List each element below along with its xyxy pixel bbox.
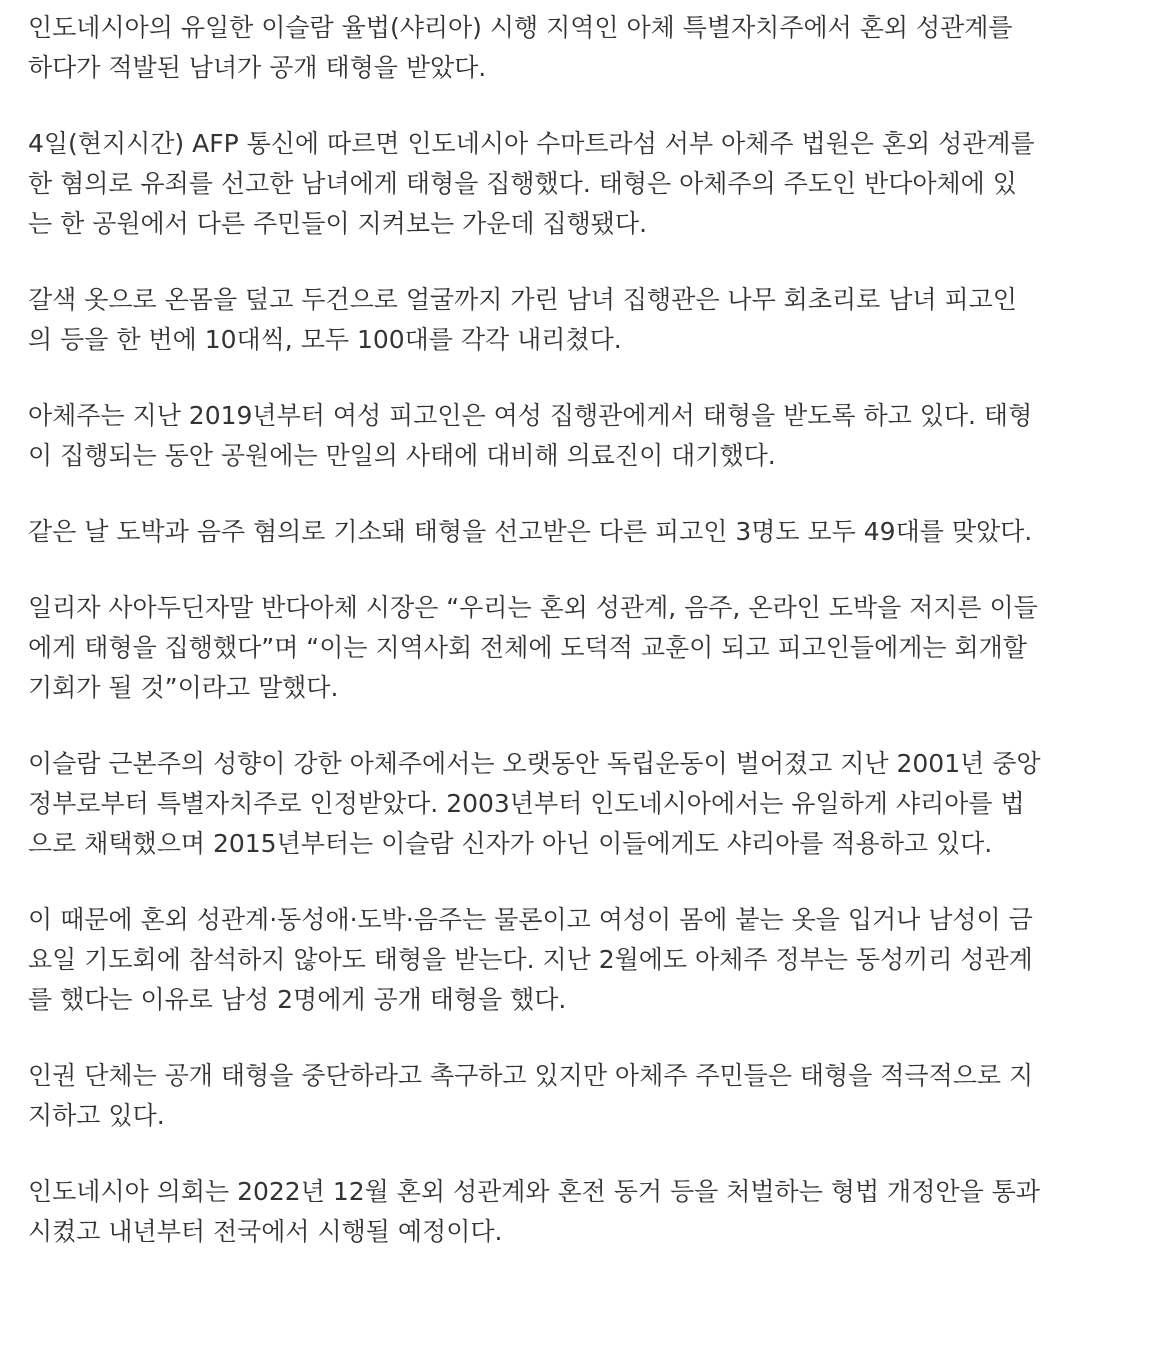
- paragraph-1: [28, 8, 1144, 88]
- text-line: 이슬람 근본주의 성향이 강한 아체주에서는 오랫동안 독립운동이 벌어졌고 지난 2001년 중앙: [28, 749, 1041, 778]
- paragraph-8: [28, 900, 1144, 1020]
- text-line: 인도네시아의 유일한 이슬람 율법(샤리아) 시행 지역인 아체 특별자치주에서 혼외 성관계를: [28, 13, 1013, 42]
- text-line: 일리자 사아두딘자말 반다아체 시장은 “우리는 혼외 성관계, 음주, 온라인 도박을 저지른 이들: [28, 593, 1038, 622]
- text-line: 시켰고 내년부터 전국에서 시행될 예정이다.: [28, 1217, 503, 1246]
- text-line: 이 때문에 혼외 성관계·동성애·도박·음주는 물론이고 여성이 몸에 붙는 옷을 입거나 남성이 금: [28, 905, 1033, 934]
- paragraph-4: [28, 396, 1144, 476]
- text-line: 인도네시아 의회는 2022년 12월 혼외 성관계와 혼전 동거 등을 처벌하는 형법 개정안을 통과: [28, 1177, 1040, 1206]
- paragraph-2: [28, 124, 1144, 244]
- paragraph-5: [28, 512, 1144, 552]
- paragraph-10: [28, 1172, 1144, 1252]
- text-line: 같은 날 도박과 음주 혐의로 기소돼 태형을 선고받은 다른 피고인 3명도 모두 49대를 맞았다.: [28, 517, 1033, 546]
- text-line: 하다가 적발된 남녀가 공개 태형을 받았다.: [28, 53, 487, 82]
- text-line: 으로 채택했으며 2015년부터는 이슬람 신자가 아닌 이들에게도 샤리아를 적용하고 있다.: [28, 829, 993, 858]
- paragraph-3: [28, 280, 1144, 360]
- text-line: 갈색 옷으로 온몸을 덮고 두건으로 얼굴까지 가린 남녀 집행관은 나무 회초리로 남녀 피고인: [28, 285, 1017, 314]
- text-line: 지하고 있다.: [28, 1101, 165, 1130]
- paragraph-7: [28, 744, 1144, 864]
- text-line: 4일(현지시간) AFP 통신에 따르면 인도네시아 수마트라섬 서부 아체주 법원은 혼외 성관계를: [28, 129, 1035, 158]
- text-line: 이 집행되는 동안 공원에는 만일의 사태에 대비해 의료진이 대기했다.: [28, 441, 776, 470]
- text-line: 요일 기도회에 참석하지 않아도 태형을 받는다. 지난 2월에도 아체주 정부는 동성끼리 성관계: [28, 945, 1033, 974]
- text-line: 아체주는 지난 2019년부터 여성 피고인은 여성 집행관에게서 태형을 받도록 하고 있다. 태형: [28, 401, 1033, 430]
- text-line: 의 등을 한 번에 10대씩, 모두 100대를 각각 내리쳤다.: [28, 325, 622, 354]
- paragraph-6: [28, 588, 1144, 708]
- text-line: 한 혐의로 유죄를 선고한 남녀에게 태형을 집행했다. 태형은 아체주의 주도인 반다아체에 있: [28, 169, 1017, 198]
- text-line: 정부로부터 특별자치주로 인정받았다. 2003년부터 인도네시아에서는 유일하게 샤리아를 법: [28, 789, 1025, 818]
- text-line: 를 했다는 이유로 남성 2명에게 공개 태형을 했다.: [28, 985, 567, 1014]
- text-line: 에게 태형을 집행했다”며 “이는 지역사회 전체에 도덕적 교훈이 되고 피고인들에게는 회개할: [28, 633, 1027, 662]
- text-line: 는 한 공원에서 다른 주민들이 지켜보는 가운데 집행됐다.: [28, 209, 648, 238]
- text-line: 인권 단체는 공개 태형을 중단하라고 촉구하고 있지만 아체주 주민들은 태형을 적극적으로 지: [28, 1061, 1034, 1090]
- paragraph-9: [28, 1056, 1144, 1136]
- text-line: 기회가 될 것”이라고 말했다.: [28, 673, 339, 702]
